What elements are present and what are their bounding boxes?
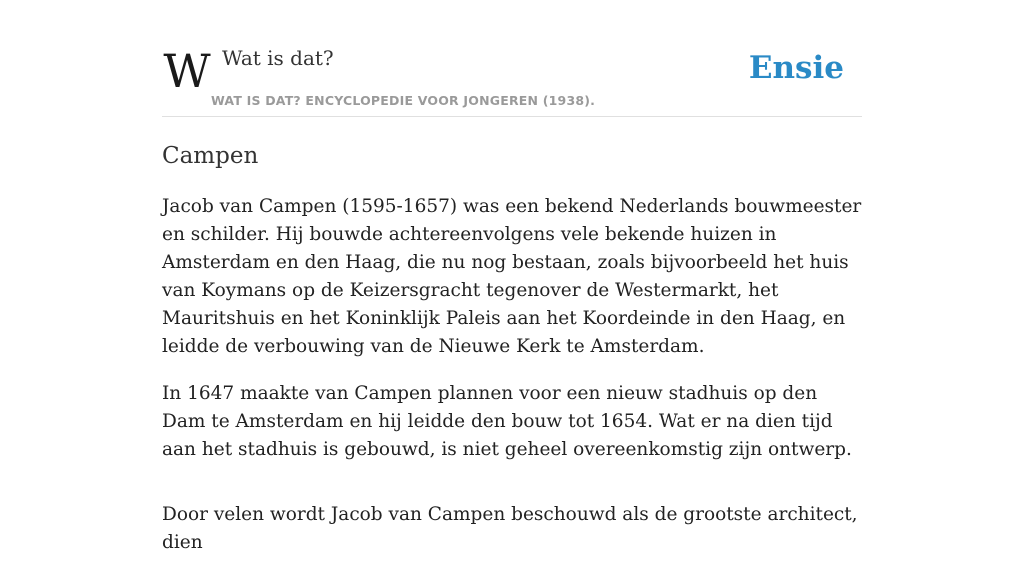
article-paragraph: Door velen wordt Jacob van Campen beschouwd als de grootste architect, dien <box>162 504 858 553</box>
article-body <box>162 193 862 557</box>
site-header <box>162 0 862 117</box>
article-paragraph: Jacob van Campen (1595-1657) was een bekend Nederlands bouwmeester en schilder. Hij bouwde achtereenvolgens vele bekende huizen in Amsterdam en den Haag, die nu nog bestaan, zoals bijvoorbeeld het huis van Koymans op de Keizersgracht tegenover de Westermarkt, het Mauritshuis en het Koninklijk Paleis aan het Koordeinde in den Haag, en leidde de verbouwing van de Nieuwe Kerk te Amsterdam. <box>162 196 862 357</box>
site-title[interactable]: Wat is dat? <box>222 46 334 70</box>
site-subtitle: WAT IS DAT? ENCYCLOPEDIE VOOR JONGEREN (1938). <box>211 93 596 108</box>
page <box>162 0 862 576</box>
article-title: Campen <box>162 143 259 169</box>
ensie-brand-link[interactable]: Ensie <box>748 50 844 86</box>
article-paragraph: In 1647 maakte van Campen plannen voor een nieuw stadhuis op den Dam te Amsterdam en hij leidde den bouw tot 1654. Wat er na dien tijd aan het stadhuis is gebouwd, is niet geheel overeenkomstig zijn ontwerp. <box>162 383 852 460</box>
wikipedia-w-logo-icon[interactable]: W <box>163 44 211 98</box>
